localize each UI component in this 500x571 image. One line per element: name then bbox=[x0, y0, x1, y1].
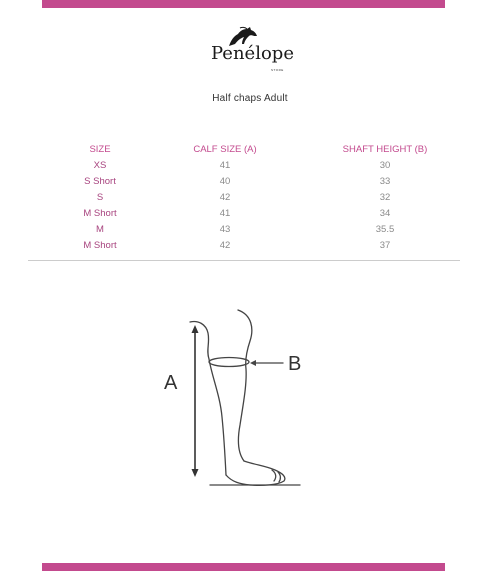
header-calf-size: CALF SIZE (A) bbox=[193, 144, 257, 155]
row-calf-size: 43 bbox=[219, 223, 231, 235]
foot-outline bbox=[226, 461, 285, 485]
brand-subtitle: STORE bbox=[271, 68, 284, 72]
row-calf-size: 42 bbox=[219, 239, 231, 251]
table-row bbox=[60, 157, 460, 173]
row-size: S Short bbox=[84, 175, 116, 187]
row-shaft-height: 35.5 bbox=[375, 223, 395, 235]
row-shaft-height: 37 bbox=[379, 239, 391, 251]
arrow-a-bottom-head bbox=[192, 469, 199, 477]
bottom-accent-bar bbox=[42, 563, 445, 571]
section-divider bbox=[28, 260, 460, 261]
calf-measure-ellipse bbox=[209, 358, 249, 367]
brand-logo bbox=[205, 26, 305, 76]
row-size: M Short bbox=[83, 239, 117, 251]
row-calf-size: 42 bbox=[219, 191, 231, 203]
table-row bbox=[60, 173, 460, 189]
leg-outline-front bbox=[238, 310, 252, 461]
brand-name: Penélope bbox=[211, 43, 294, 64]
document-title: Half chaps Adult bbox=[212, 93, 288, 104]
table-header-row bbox=[60, 142, 460, 157]
arrow-a-top-head bbox=[192, 325, 199, 333]
arrow-b-head bbox=[250, 360, 256, 366]
header-shaft-height: SHAFT HEIGHT (B) bbox=[342, 144, 428, 155]
row-calf-size: 41 bbox=[219, 207, 231, 219]
row-size: XS bbox=[93, 159, 107, 171]
row-shaft-height: 32 bbox=[379, 191, 391, 203]
leg-measurement-diagram bbox=[150, 305, 350, 495]
row-calf-size: 40 bbox=[219, 175, 231, 187]
row-size: M Short bbox=[83, 207, 117, 219]
table-row bbox=[60, 221, 460, 237]
label-b: B bbox=[288, 353, 302, 375]
header-size: SIZE bbox=[89, 144, 111, 155]
row-size: S bbox=[96, 191, 104, 203]
row-shaft-height: 30 bbox=[379, 159, 391, 171]
top-accent-bar bbox=[42, 0, 445, 8]
size-chart-table bbox=[60, 142, 460, 253]
row-calf-size: 41 bbox=[219, 159, 231, 171]
row-shaft-height: 34 bbox=[379, 207, 391, 219]
label-a: A bbox=[164, 372, 178, 394]
table-row bbox=[60, 237, 460, 253]
table-row bbox=[60, 205, 460, 221]
table-row bbox=[60, 189, 460, 205]
row-size: M bbox=[96, 223, 104, 235]
row-shaft-height: 33 bbox=[379, 175, 391, 187]
